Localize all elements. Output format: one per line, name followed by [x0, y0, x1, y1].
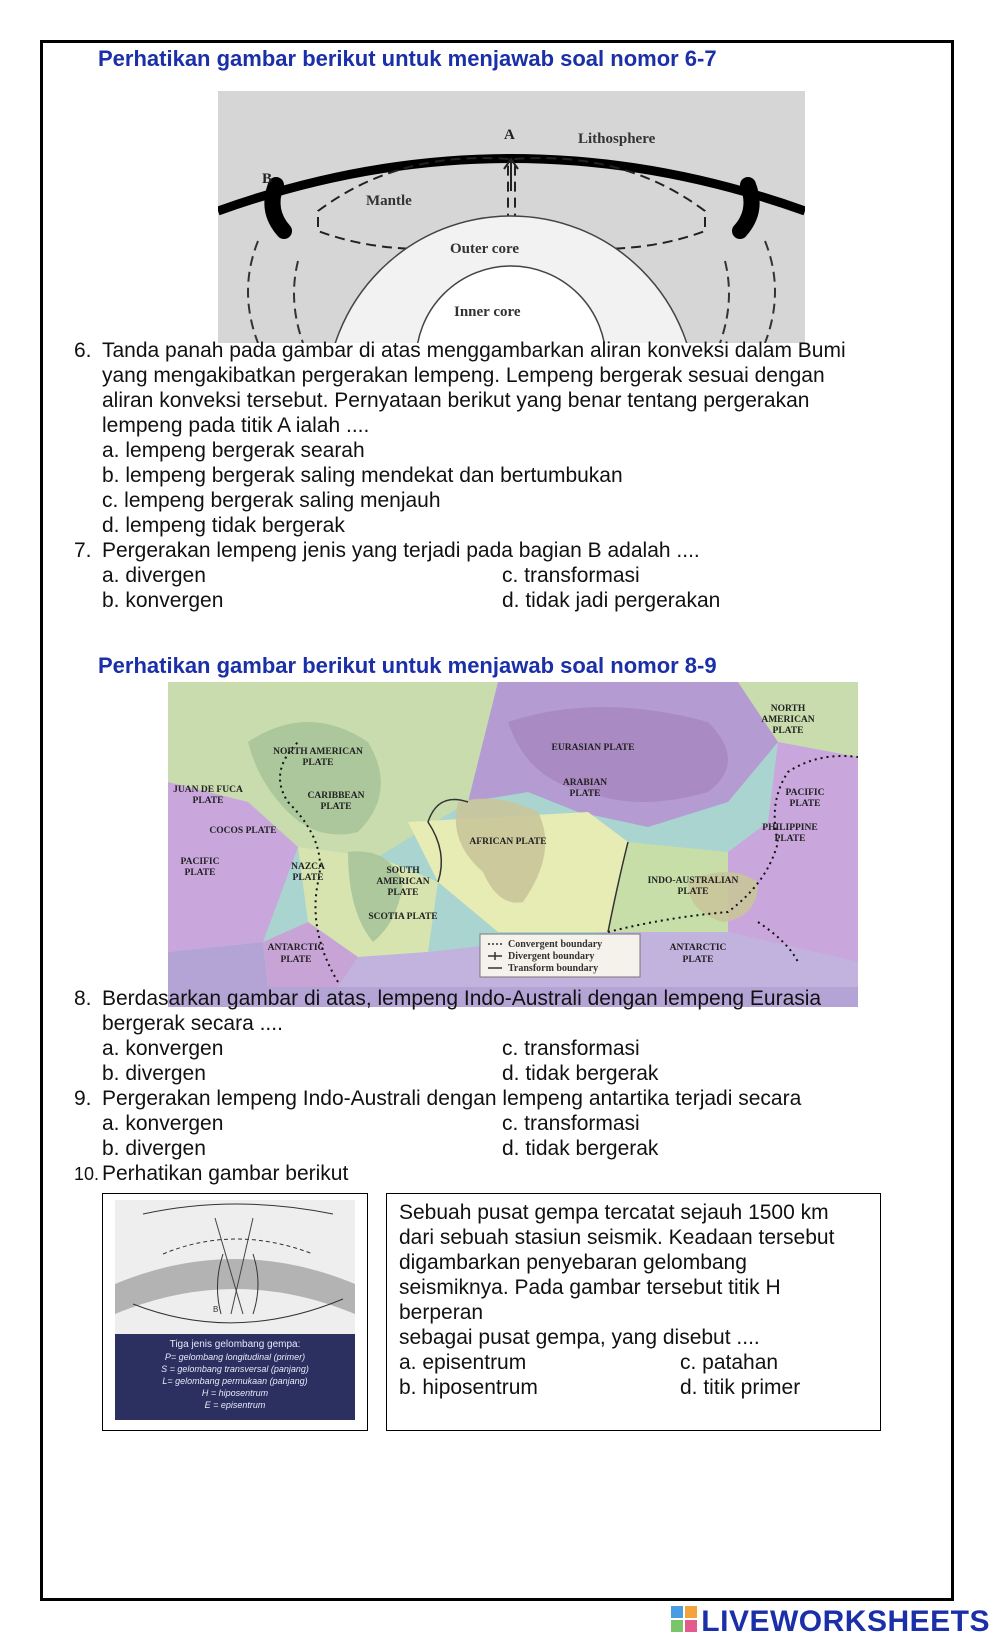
question-10-box-line-6: sebagai pusat gempa, yang disebut .... — [399, 1326, 760, 1349]
question-6-line-4: lempeng pada titik A ialah .... — [102, 414, 370, 437]
question-8-option-c[interactable]: c. transformasi — [502, 1037, 640, 1060]
label-north-american-ne-1: NORTH — [770, 704, 806, 714]
label-antarctic-left-2: PLATE — [280, 955, 312, 965]
liveworksheets-logo-icon — [671, 1606, 697, 1640]
label-pacific-east-2: PLATE — [789, 799, 821, 809]
label-south-american-1: SOUTH — [386, 866, 420, 876]
label-lithosphere: Lithosphere — [578, 131, 656, 147]
question-10-option-b[interactable]: b. hiposentrum — [399, 1376, 538, 1399]
question-10-box-line-3: digambarkan penyebaran gelombang — [399, 1251, 747, 1274]
question-10-option-c[interactable]: c. patahan — [680, 1351, 779, 1374]
label-north-american-2: PLATE — [302, 758, 334, 768]
label-b-point: B — [213, 1305, 219, 1314]
question-7-number: 7. — [74, 539, 92, 562]
legend-transform: Transform boundary — [508, 963, 599, 974]
question-9-option-a[interactable]: a. konvergen — [102, 1112, 224, 1135]
label-mantle: Mantle — [366, 193, 412, 209]
label-african: AFRICAN PLATE — [469, 837, 547, 847]
question-8-number: 8. — [74, 987, 92, 1010]
section-heading-6-7: Perhatikan gambar berikut untuk menjawab soal nomor 6-7 — [98, 46, 717, 71]
seismic-figure-box — [102, 1193, 368, 1431]
label-outer-core: Outer core — [450, 241, 520, 257]
label-pacific-west-2: PLATE — [184, 868, 216, 878]
label-indo-australian-1: INDO-AUSTRALIAN — [647, 876, 739, 886]
question-6-line-1: Tanda panah pada gambar di atas menggambarkan aliran konveksi dalam Bumi — [102, 339, 846, 362]
liveworksheets-logo[interactable] — [671, 1605, 990, 1640]
caption-line-2: S = gelombang transversal (panjang) — [161, 1364, 309, 1374]
convection-diagram — [218, 91, 805, 343]
question-6-option-b[interactable]: b. lempeng bergerak saling mendekat dan bertumbukan — [102, 464, 623, 487]
question-6-line-2: yang mengakibatkan pergerakan lempeng. Lempeng bergerak sesuai dengan — [102, 364, 825, 387]
label-nazca-2: PLATE — [292, 873, 324, 883]
question-9-text: Pergerakan lempeng Indo-Australi dengan lempeng antartika terjadi secara — [102, 1087, 802, 1110]
label-juan-de-fuca-1: JUAN DE FUCA — [173, 785, 243, 795]
label-juan-de-fuca-2: PLATE — [192, 796, 224, 806]
label-inner-core: Inner core — [454, 304, 521, 320]
question-7-option-c[interactable]: c. transformasi — [502, 564, 640, 587]
question-9-number: 9. — [74, 1087, 92, 1110]
label-cocos: COCOS PLATE — [209, 826, 277, 836]
legend-divergent: Divergent boundary — [508, 951, 595, 962]
liveworksheets-brand: LIVEWORKSHEETS — [701, 1605, 990, 1638]
caption-line-5: E = episentrum — [204, 1400, 266, 1410]
label-antarctic-right-2: PLATE — [682, 955, 714, 965]
label-north-american-ne-3: PLATE — [772, 726, 804, 736]
label-south-american-2: AMERICAN — [376, 877, 430, 887]
section-heading-8-9: Perhatikan gambar berikut untuk menjawab soal nomor 8-9 — [98, 653, 717, 678]
label-antarctic-right-1: ANTARCTIC — [669, 943, 727, 953]
question-10-option-a[interactable]: a. episentrum — [399, 1351, 527, 1374]
question-10-box-line-2: dari sebuah stasiun seismik. Keadaan tersebut — [399, 1226, 835, 1249]
label-arabian-2: PLATE — [569, 789, 601, 799]
caption-line-3: L= gelombang permukaan (panjang) — [162, 1376, 308, 1386]
question-7-option-d[interactable]: d. tidak jadi pergerakan — [502, 589, 721, 612]
question-9-option-b[interactable]: b. divergen — [102, 1137, 206, 1160]
question-6-option-d[interactable]: d. lempeng tidak bergerak — [102, 514, 345, 537]
question-10-option-d[interactable]: d. titik primer — [680, 1376, 801, 1399]
question-7-option-a[interactable]: a. divergen — [102, 564, 206, 587]
question-10-text: Perhatikan gambar berikut — [102, 1162, 349, 1185]
label-pacific-east-1: PACIFIC — [785, 788, 825, 798]
question-7-option-b[interactable]: b. konvergen — [102, 589, 224, 612]
label-nazca-1: NAZCA — [291, 862, 325, 872]
label-scotia: SCOTIA PLATE — [368, 912, 438, 922]
label-antarctic-left-1: ANTARCTIC — [267, 943, 325, 953]
label-eurasian: EURASIAN PLATE — [551, 743, 635, 753]
question-9-option-d[interactable]: d. tidak bergerak — [502, 1137, 659, 1160]
label-caribbean-2: PLATE — [320, 802, 352, 812]
label-north-american-1: NORTH AMERICAN — [273, 747, 363, 757]
label-indo-australian-2: PLATE — [677, 887, 709, 897]
question-10-box-line-4: seismiknya. Pada gambar tersebut titik H — [399, 1276, 781, 1299]
caption-title: Tiga jenis gelombang gempa: — [169, 1339, 301, 1350]
label-south-american-3: PLATE — [387, 888, 419, 898]
question-10-box-line-5: berperan — [399, 1301, 484, 1324]
question-9-option-c[interactable]: c. transformasi — [502, 1112, 640, 1135]
question-8-line-2: bergerak secara .... — [102, 1012, 283, 1035]
question-10-text-box — [386, 1193, 881, 1431]
caption-line-1: P= gelombang longitudinal (primer) — [164, 1352, 306, 1362]
question-6-number: 6. — [74, 339, 92, 362]
label-a: A — [504, 127, 515, 143]
label-pacific-west-1: PACIFIC — [180, 857, 220, 867]
question-6-option-c[interactable]: c. lempeng bergerak saling menjauh — [102, 489, 441, 512]
legend-convergent: Convergent boundary — [508, 939, 603, 950]
label-philippine-1: PHILIPPINE — [762, 823, 818, 833]
question-8-option-d[interactable]: d. tidak bergerak — [502, 1062, 659, 1085]
label-arabian-1: ARABIAN — [562, 778, 608, 788]
label-philippine-2: PLATE — [774, 834, 806, 844]
tectonic-plates-map — [168, 682, 858, 1007]
question-6-option-a[interactable]: a. lempeng bergerak searah — [102, 439, 365, 462]
label-north-american-ne-2: AMERICAN — [761, 715, 815, 725]
question-8-option-b[interactable]: b. divergen — [102, 1062, 206, 1085]
question-7-text: Pergerakan lempeng jenis yang terjadi pada bagian B adalah .... — [102, 539, 700, 562]
label-caribbean-1: CARIBBEAN — [307, 791, 365, 801]
question-8-option-a[interactable]: a. konvergen — [102, 1037, 224, 1060]
question-10-number: 10. — [74, 1164, 100, 1184]
question-10-box-line-1: Sebuah pusat gempa tercatat sejauh 1500 km — [399, 1201, 829, 1224]
caption-line-4: H = hiposentrum — [201, 1388, 269, 1398]
question-6-line-3: aliran konveksi tersebut. Pernyataan berikut yang benar tentang pergerakan — [102, 389, 810, 412]
question-8-line-1: Berdasarkan gambar di atas, lempeng Indo-Australi dengan lempeng Eurasia — [102, 987, 822, 1010]
label-b: B — [262, 171, 273, 187]
